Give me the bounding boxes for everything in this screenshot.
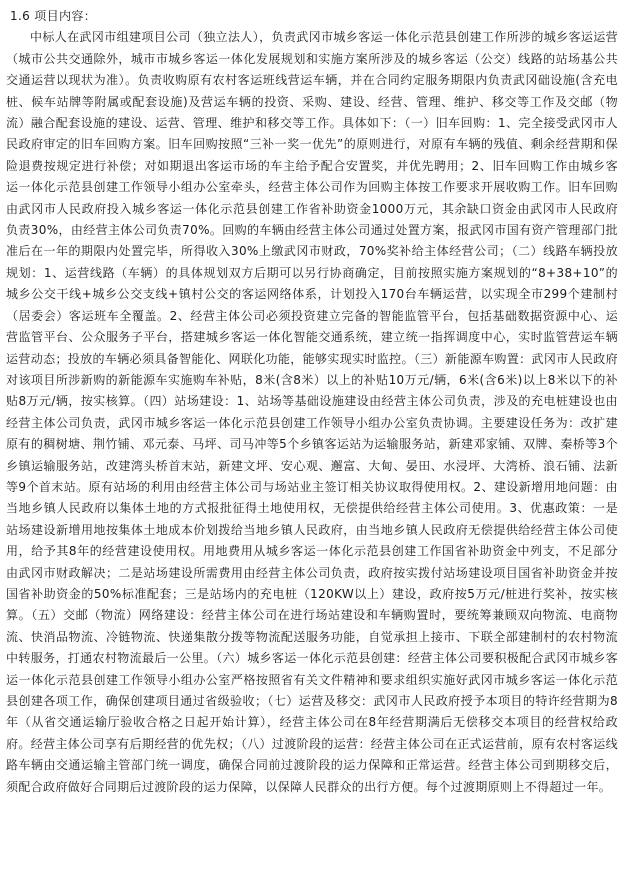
document-body bbox=[6, 6, 618, 798]
section-heading: 1.6 项目内容： bbox=[10, 9, 97, 23]
section-paragraph: 中标人在武冈市组建项目公司（独立法人），负责武冈市城乡客运一体化示范县创建工作所涉的城乡客运运营（城市公共交通除外，城市市城乡客运一体化发展规划和实施方案所涉及的城乡客运（公交）线路的站场基公共交通运营以现状为准）。负责收购原有农村客运班线营运车辆，并在合同约定服务期限内负责武冈础设施(含充电桩、候车站牌等附属或配套设施)及营运车辆的投资、采购、建设、经营、管理、维护、移交等工作及交邮（物流）融合配套设施的建设、运营、管理、维护和移交等工作。具体如下：（一）旧车回购：1、完全接受武冈市人民政府审定的旧车回购方案。旧车回购按照“三补一奖一优先”的原则进行，对原有车辆的残值、剩余经营期和保险退费按规定进行补偿；对如期退出客运市场的车主给予配合安置奖，并优先聘用；2、旧车回购工作由城乡客运一体化示范县创建工作领导小组办公室牵头，经营主体公司作为回购主体按工作要求开展收购工作。旧车回购由武冈市人民政府投入城乡客运一体化示范县创建工作省补助资金1000万元，其余缺口资金由武冈市人民政府负责30%，由经营主体公司负责70%。回购的车辆由经营主体公司通过处置方案，报武冈市国有资产管理部门批准后在一年的期限内处置完毕，所得收入30%上缴武冈市财政，70%奖补给主体经营公司；（二）线路车辆投放规划：1、运营线路（车辆）的具体规划双方后期可以另行协商确定，目前按照实施方案规划的“8+38+10”的城乡公交干线+城乡公交支线+镇村公交的客运网络体系，计划投入170台车辆运营，以实现全市299个建制村（居委会）客运班车全覆盖。2、经营主体公司必须投资建立完备的智能监管平台，包括基础数据资源中心、运营监管平台、公众服务子平台，搭建城乡客运一体化智能交通系统，建立统一指挥调度中心，实时监管营运车辆运营动态；投放的车辆必须具备智能化、网联化功能，能够实现实时监控。（三）新能源车购置：武冈市人民政府对该项目所涉新购的新能源车实施购车补贴，8米(含8米）以上的补贴10万元/辆，6米(含6米)以上8米以下的补贴8万元/辆，按实核算。（四）站场建设：1、站场等基础设施建设由经营主体公司负责，涉及的充电桩建设也由经营主体公司负责，武冈市城乡客运一体化示范县创建工作领导小组办公室负责协调。主要建设任务为：改扩建原有的稠树塘、荆竹铺、邓元泰、马坪、司马冲等5个乡镇客运站为运输服务站，新建邓家铺、双牌、秦桥等3个乡镇运输服务站，改建湾头桥首末站，新建文坪、安心观、邂富、大甸、晏田、水浸坪、大湾桥、浪石铺、法新等9个首末站。原有站场的利用由经营主体公司与场站业主签订相关协议取得使用权。2、建设新增用地问题：由当地乡镇人民政府以集体土地的方式报批征得土地使用权，无偿提供给经营主体公司使用。3、优惠政策：一是站场建设新增用地按集体土地成本价划拨给当地乡镇人民政府，由当地乡镇人民政府无偿提供给经营主体公司使用，给予其8年的经营建设使用权。用地费用从城乡客运一体化示范县创建工作国省补助资金中列支，不足部分由武冈市财政解决；二是站场建设所需费用由经营主体公司负责，政府按实拨付站场建设项目国省补助资金并按国省补助资金的50%标准配套；三是站场内的充电桩（120KW以上）建设，政府按5万元/桩进行奖补，按实核算。（五）交邮（物流）网络建设：经营主体公司在进行场站建设和车辆购置时，要统筹兼顾双向物流、电商物流、快消品物流、冷链物流、快递集散分拨等物流配送服务功能，自觉承担上接市、下联全部建制村的农村物流中转服务，打通农村物流最后一公里。（六）城乡客运一体化示范县创建：经营主体公司要积极配合武冈市城乡客运一体化示范县创建工作领导小组办公室严格按照省有关文件精神和要求组织实施好武冈市城乡客运一体化示范县创建各项工作，确保创建项目通过省级验收；（七）运营及移交：武冈市人民政府授予本项目的特许经营期为8年（从省交通运输厅验收合格之日起开始计算），经营主体公司在8年经营期满后无偿移交本项目的经营权给政府。经营主体公司享有后期经营的优先权；（八）过渡阶段的运营：经营主体公司在正式运营前，原有农村客运线路车辆由交通运输主管部门统一调度，确保合同前过渡阶段的运力保障和正常运营。经营主体公司到期移交后，须配合政府做好合同期后过渡阶段的运力保障，以保障人民群众的出行方便。每个过渡期原则上不得超过一年。 bbox=[6, 30, 618, 794]
